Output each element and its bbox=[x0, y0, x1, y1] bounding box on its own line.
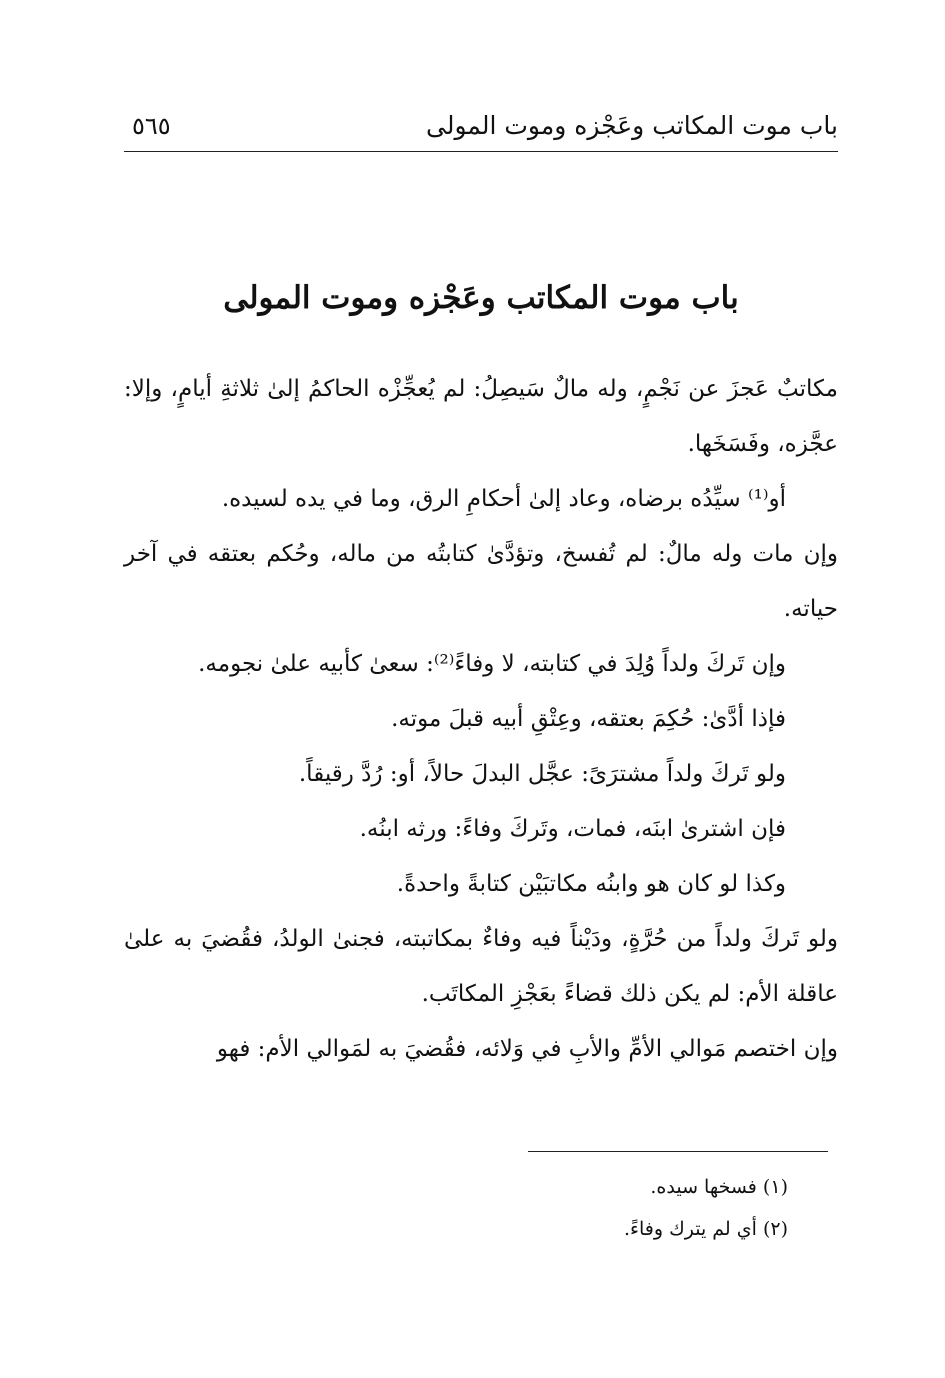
footnote: (٢) أي لم يترك وفاءً. bbox=[624, 1218, 788, 1240]
paragraph: أو⁽¹⁾ سيِّدُه برضاه، وعاد إلىٰ أحكامِ الرق، وما في يده لسيده. bbox=[221, 486, 786, 512]
footnote-rule bbox=[528, 1151, 828, 1152]
page-number: ٥٦٥ bbox=[132, 112, 171, 140]
running-header bbox=[124, 104, 838, 148]
paragraph: ولو تَركَ ولداً مشترَىً: عجَّل البدلَ حالاً، أو: رُدَّ رقيقاً. bbox=[298, 761, 786, 787]
paragraph: ولو تَركَ ولداً من حُرَّةٍ، ودَيْناً فيه وفاءٌ بمكاتبته، فجنىٰ الولدُ، فقُضيَ به علىٰ عاقلة الأم: لم يكن ذلك قضاءً بعَجْزِ المكاتَب. bbox=[124, 926, 838, 1007]
body-text bbox=[124, 362, 838, 1077]
footnote: (١) فسخها سيده. bbox=[650, 1176, 788, 1198]
header-rule bbox=[124, 151, 838, 152]
running-title: باب موت المكاتب وعَجْزه وموت المولى bbox=[426, 111, 838, 140]
paragraph: فإذا أدَّىٰ: حُكِمَ بعتقه، وعِتْقِ أبيه قبلَ موته. bbox=[391, 706, 786, 732]
paragraph: فإن اشترىٰ ابنَه، فمات، وتَركَ وفاءً: ورثه ابنُه. bbox=[359, 816, 786, 842]
chapter-title: باب موت المكاتب وعَجْزه وموت المولى bbox=[223, 280, 739, 316]
paragraph: وإن اختصم مَوالي الأمِّ والأبِ في وَلائه، فقُضيَ به لمَوالي الأم: فهو bbox=[216, 1036, 838, 1062]
paragraph: مكاتبٌ عَجزَ عن نَجْمٍ، وله مالٌ سَيصِلُ: لم يُعجِّزْه الحاكمُ إلىٰ ثلاثةِ أيامٍ، وإلا: عجَّزه، وفَسَخَها. bbox=[124, 376, 838, 457]
paragraph: وإن مات وله مالٌ: لم تُفسخ، وتؤدَّىٰ كتابتُه من ماله، وحُكم بعتقه في آخر حياته. bbox=[124, 541, 838, 622]
paragraph: وإن تَركَ ولداً وُلِدَ في كتابته، لا وفاءً⁽²⁾: سعىٰ كأبيه علىٰ نجومه. bbox=[198, 651, 786, 677]
footnotes bbox=[124, 1166, 788, 1250]
paragraph: وكذا لو كان هو وابنُه مكاتبَيْن كتابةً واحدةً. bbox=[396, 871, 786, 897]
